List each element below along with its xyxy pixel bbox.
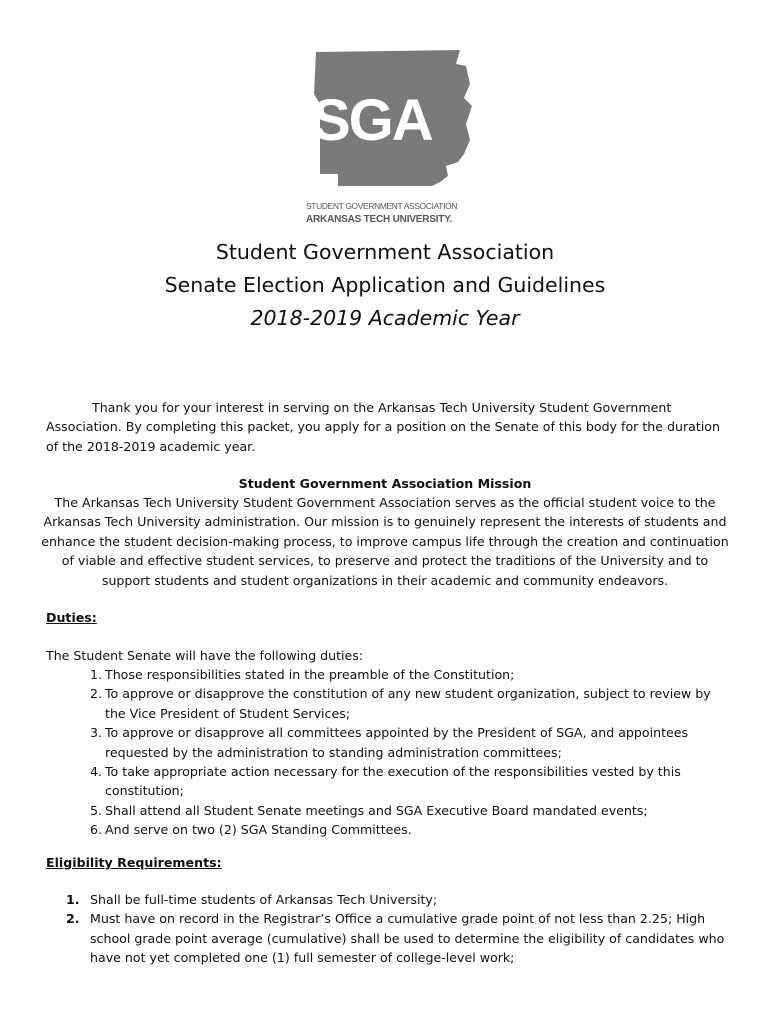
list-item-number: 1. [66,892,80,907]
list-item-text: Shall attend all Student Senate meetings and SGA Executive Board mandated events; [105,802,648,818]
eligibility-heading: Eligibility Requirements: [46,855,222,870]
mission-paragraph: The Arkansas Tech University Student Government Association serves as the official student voice to the Arkansas Tech University administration. Our mission is to genuinely represent the interests of students and enhance the student decision-making process, to improve campus life through the creation and continuation of viable and effective student services, to preserve and protect the traditions of the University and to support students and student organizations in their academic and community endeavors. [41,495,729,588]
list-item [90,801,730,820]
title-line-1: Student Government Association [215,240,555,264]
list-item-number: 2. [90,686,103,702]
list-item-number: 5. [90,802,103,818]
logo-line2: ARKANSAS TECH UNIVERSITY. [306,214,453,225]
title-line-2: Senate Election Application and Guidelines [164,273,606,297]
list-item-text: To approve or disapprove the constitution of any new student organization, subject to review by the Vice President of Student Services; [105,686,711,721]
list-item [90,684,730,723]
eligibility-list [66,890,730,968]
list-item-text: And serve on two (2) SGA Standing Committees. [105,822,412,838]
list-item [66,890,730,909]
list-item [90,762,730,801]
list-item-text: To take appropriate action necessary for the execution of the responsibilities vested by this constitution; [105,764,681,799]
sga-logo [300,44,480,234]
list-item [66,909,730,967]
logo-line1: STUDENT GOVERNMENT ASSOCIATION [306,201,458,211]
list-item [90,665,730,684]
intro-paragraph: Thank you for your interest in serving on the Arkansas Tech University Student Government Association. By completing this packet, you apply for a position on the Senate of this body for the duration of the 2018-2019 academic year. [46,400,720,454]
list-item-text: Those responsibilities stated in the preamble of the Constitution; [105,667,515,682]
duties-heading: Duties: [46,610,97,625]
list-item-text: Shall be full-time students of Arkansas Tech University; [90,892,438,907]
list-item-number: 2. [66,911,80,927]
document-title [0,236,770,335]
list-item-text: To approve or disapprove all committees appointed by the President of SGA, and appointees requested by the administration to standing administration committees; [105,725,689,760]
logo-letters: SGA [312,88,432,153]
list-item [90,820,730,839]
arkansas-state-outline-icon [300,44,480,234]
list-item [90,723,730,762]
title-line-3: 2018-2019 Academic Year [250,306,520,330]
list-item-number: 1. [90,667,103,682]
list-item-number: 4. [90,764,103,780]
duties-intro: The Student Senate will have the following duties: [46,648,364,663]
duties-list [90,665,730,840]
list-item-number: 3. [90,725,103,741]
list-item-text: Must have on record in the Registrar’s Office a cumulative grade point of not less than 2.25; High school grade point average (cumulative) shall be used to determine the eligibility of candidates who have not yet completed one (1) full semester of college-level work; [90,911,725,966]
mission-heading: Student Government Association Mission [238,476,532,491]
list-item-number: 6. [90,822,103,838]
